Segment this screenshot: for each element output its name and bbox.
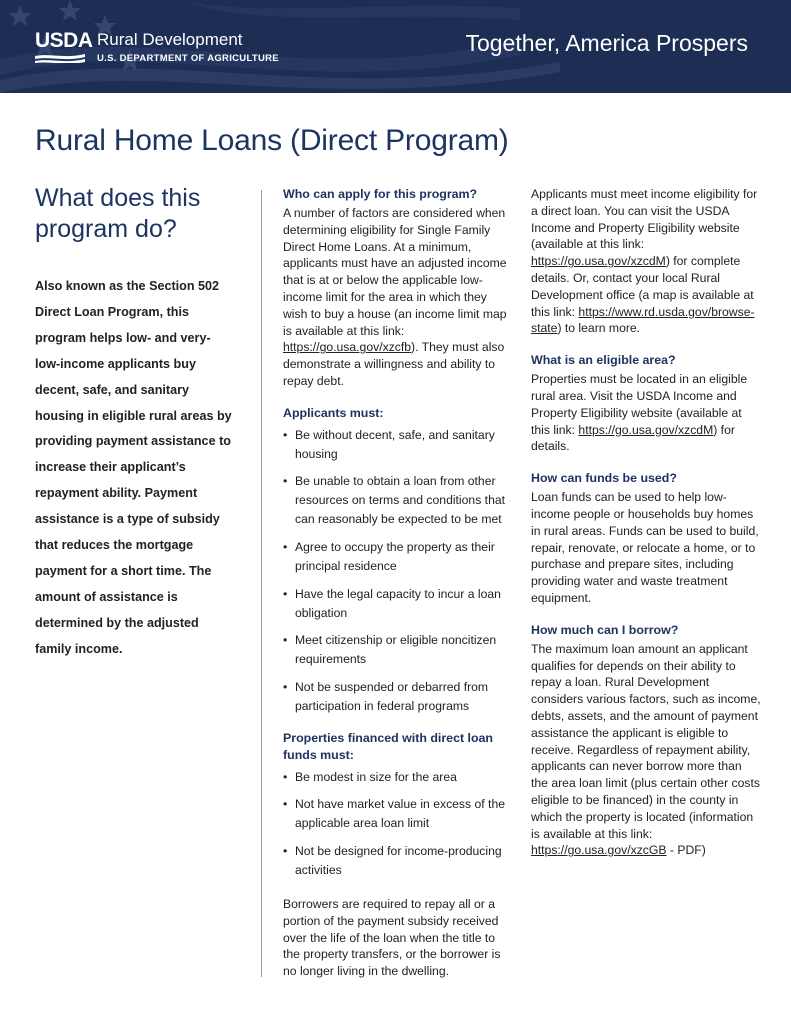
- funds-body: Loan funds can be used to help low-income people or households buy homes in rural areas. Funds can be used to build, repair, renovate, or relocate a home, or to purchase and prepare sites, including providing water and waste treatment equipment.: [531, 490, 759, 605]
- properties-list: [283, 768, 511, 880]
- who-body-text-end: ). They must also demonstrate a willingness and ability to repay debt.: [283, 340, 505, 388]
- middle-column: [283, 186, 511, 980]
- agency-name-block: [97, 30, 279, 64]
- who-heading: Who can apply for this program?: [283, 187, 478, 201]
- right-column: [531, 186, 761, 859]
- what-heading: What does this program do?: [35, 184, 201, 243]
- program-summary: Also known as the Section 502 Direct Loan Program, this program helps low- and very-low-income applicants buy decent, safe, and sanitary housing in eligible rural areas by providing payment assistance to increase their applicant’s repayment ability. Payment assistance is a type of subsidy that reduces the mortgage payment for a short time. The amount of assistance is determined by the adjusted family income.: [35, 279, 232, 656]
- usda-logo-text: USDA: [35, 29, 93, 52]
- page-title: Rural Home Loans (Direct Program): [35, 124, 509, 157]
- list-item: • Have the legal capacity to incur a loan obligation: [283, 585, 511, 623]
- properties-heading: Properties financed with direct loan funds must:: [283, 730, 493, 762]
- list-item: • Be modest in size for the area: [283, 768, 511, 787]
- tagline: Together, America Prospers: [465, 30, 748, 56]
- list-item: • Not have market value in excess of the applicable area loan limit: [283, 795, 511, 833]
- borrow-body-text-end: - PDF): [666, 843, 706, 858]
- agency-name: Rural Development: [97, 30, 243, 49]
- borrow-heading: How much can I borrow?: [531, 622, 679, 637]
- repay-body: Borrowers are required to repay all or a portion of the payment subsidy received over the life of the loan when the title to the property transfers, or the borrower is no longer living in the dwelling.: [283, 896, 501, 979]
- usda-rd-logo[interactable]: [35, 30, 279, 64]
- income-body-text: Applicants must meet income eligibility for a direct loan. You can visit the USDA Income and Property Eligibility website (available at this link:: [531, 187, 758, 252]
- who-body: [283, 205, 511, 390]
- income-body: [531, 186, 761, 337]
- usda-field-icon: [35, 53, 85, 63]
- list-item: • Be without decent, safe, and sanitary housing: [283, 426, 511, 464]
- usda-logo-mark: [35, 29, 93, 63]
- list-item: • Not be suspended or debarred from participation in federal programs: [283, 678, 511, 716]
- list-item: • Agree to occupy the property as their principal residence: [283, 538, 511, 576]
- borrow-body: [531, 641, 761, 859]
- area-body-text-end: ) for details.: [531, 422, 735, 454]
- borrow-body-text: The maximum loan amount an applicant qualifies for depends on their ability to repay a loan. Rural Development considers various factors, such as income, debts, assets, and the amount of payment assistance the applicant is eligible to receive. Regardless of repayment ability, applicants can never borrow more than the area loan limit (plus certain other costs eligible to be financed) in the county in which the property is located (information is available at this link:: [531, 641, 761, 841]
- who-body-text: A number of factors are considered when determining eligibility for Single Family Direct Home Loans. At a minimum, applicants must have an adjusted income that is at or below the applicable low-income limit for the area in which they wish to buy a house (an income limit map is available at this link:: [283, 206, 507, 338]
- area-loan-limit-link[interactable]: https://go.usa.gov/xzcGB: [531, 843, 667, 858]
- eligibility-website-link[interactable]: https://go.usa.gov/xzcdM: [531, 254, 666, 269]
- column-divider: [261, 190, 262, 977]
- applicants-heading: Applicants must:: [283, 405, 384, 420]
- browse-state-link[interactable]: https://www.rd.usda.gov/browse-state: [531, 304, 755, 336]
- list-item: • Be unable to obtain a loan from other resources on terms and conditions that can reasonably be expected to be met: [283, 472, 511, 529]
- header-banner: [0, 0, 791, 93]
- left-column: [35, 183, 235, 663]
- area-body: [531, 371, 761, 455]
- income-body-text-end: ) to learn more.: [557, 321, 641, 336]
- department-name: U.S. DEPARTMENT OF AGRICULTURE: [97, 53, 279, 64]
- applicants-list: [283, 426, 511, 716]
- income-body-text-mid: ) for complete details. Or, contact your local Rural Development office (a map is available at this link:: [531, 254, 754, 319]
- income-limit-map-link[interactable]: https://go.usa.gov/xzcfb: [283, 340, 412, 355]
- list-item: • Not be designed for income-producing activities: [283, 842, 511, 880]
- funds-heading: How can funds be used?: [531, 471, 677, 486]
- list-item: • Meet citizenship or eligible noncitizen requirements: [283, 631, 511, 669]
- area-eligibility-link[interactable]: https://go.usa.gov/xzcdM: [578, 422, 714, 437]
- area-heading: What is an eligible area?: [531, 353, 676, 368]
- area-body-text: Properties must be located in an eligible rural area. Visit the USDA Income and Property Eligibility website (available at this link:: [531, 372, 748, 437]
